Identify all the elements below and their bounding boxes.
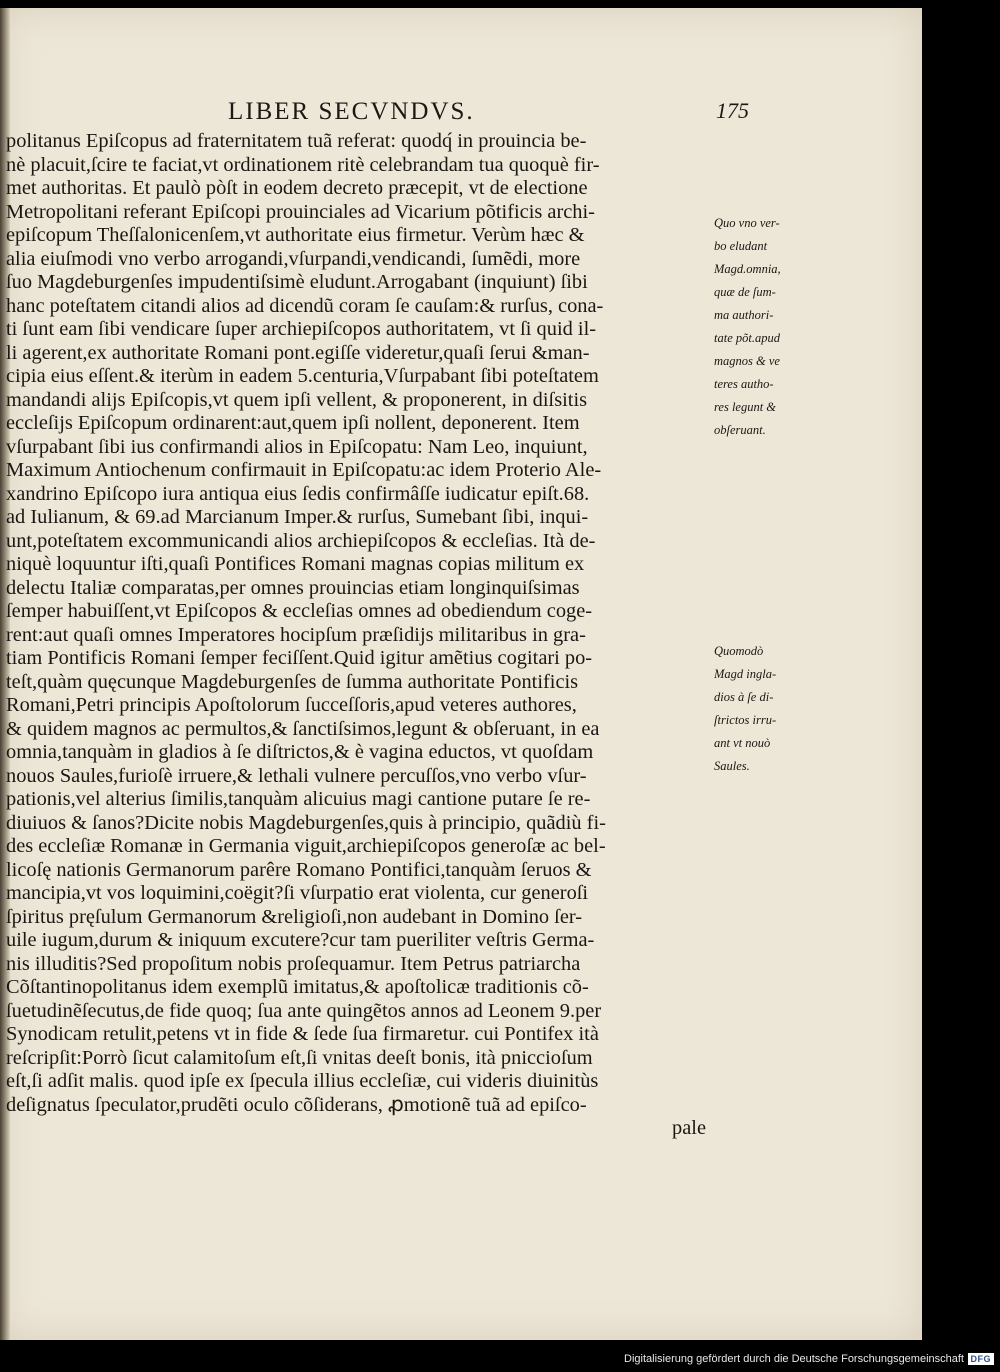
text-line: mandandi alijs Epiſcopis,vt quem ipſi vellent, & proponerent, in diſsitis [6, 388, 588, 411]
page-header [0, 92, 922, 132]
margin-note-line: quæ de ſum- [714, 285, 776, 299]
text-line: politanus Epiſcopus ad fraternitatem tuã referat: quodq́ in prouincia be- [6, 130, 587, 152]
text-line: delectu Italiæ comparatas,per omnes prouincias etiam longinquiſsimas [6, 576, 580, 599]
text-line: & quidem magnos ac permultos,& ſanctiſsimos,legunt & obſeruant, in ea [6, 717, 600, 740]
text-line: mancipia,vt vos loquimini,coëgit?ſi vſurpatio erat violenta, cur generoſi [6, 882, 589, 904]
text-line: cipia eius eſſent.& iterùm in eadem 5.centuria,Vſurpabant ſibi poteſtatem [6, 365, 599, 387]
margin-note-line: dios à ſe di- [714, 690, 774, 704]
margin-note-line: Saules. [714, 759, 750, 773]
text-line: nis illuditis?Sed propoſitum nobis proſequamur. Item Petrus patriarcha [6, 952, 581, 975]
text-line: ſemper habuiſſent,vt Epiſcopos & eccleſias omnes ad obediendum coge- [6, 600, 593, 622]
text-line: teſt,quàm quęcunque Magdeburgenſes de ſumma authoritate Pontificis [6, 670, 579, 693]
margin-note-line: Magd.omnia, [714, 262, 781, 276]
text-line: Maximum Antiochenum confirmauit in Epiſcopatu:ac idem Proterio Ale- [6, 459, 602, 481]
text-line: xandrino Epiſcopo iura antiqua eius ſedis confirmâſſe iudicatur epiſt.68. [6, 482, 590, 505]
text-line: tiam Pontificis Romani ſemper feciſſent.Quid igitur amẽtius cogitari po- [6, 647, 593, 669]
text-line: rent:aut quaſi omnes Imperatores hocipſum præſidijs militaribus in gra- [6, 623, 586, 646]
margin-note-line: res legunt & [714, 400, 777, 414]
footer-bar [0, 1350, 1000, 1372]
page-number: 175 [716, 98, 749, 123]
text-line: vſurpabant ſibi ius confirmandi alios in Epiſcopatu: Nam Leo, inquiunt, [6, 435, 588, 458]
margin-note-line: tate põt.apud [714, 331, 780, 345]
margin-note-line: ma authori- [714, 308, 774, 322]
text-line: li agerent,ex authoritate Romani pont.egiſſe videretur,quaſi ſerui &man- [6, 341, 590, 364]
margin-note-line: Magd ingla- [714, 667, 777, 681]
text-line: ad Iulianum, & 69.ad Marcianum Imper.& rurſus, Sumebant ſibi, inqui- [6, 506, 589, 528]
text-line: uile iugum,durum & iniquum excutere?cur tam pueriliter veſtris Germa- [6, 929, 595, 951]
text-line: ſuetudinẽſecutus,de fide quoq; ſua ante quingẽtos annos ad Leonem 9.per [6, 999, 602, 1022]
text-line: eccleſijs Epiſcopum ordinarent:aut,quem ipſi nollent, deponerent. Item [6, 412, 580, 434]
margin-note-line: bo eludant [714, 239, 768, 253]
funding-credit: Digitalisierung gefördert durch die Deutsche Forschungsgemeinschaft [624, 1353, 964, 1365]
text-line: ti ſunt eam ſibi vendicare ſuper archiepiſcopos authoritatem, vt ſi quid il- [6, 318, 597, 340]
text-line: licoſę nationis Germanorum parêre Romano Pontifici,tanquàm ſeruos & [6, 858, 592, 881]
margin-note-2 [714, 640, 826, 778]
margin-note-line: obſeruant. [714, 423, 766, 437]
text-line: niquè loquuntur iſti,quaſi Pontifices Romani magnas copias militum ex [6, 553, 585, 575]
text-line: eſt,ſi adſit malis. quod ipſe ex ſpecula illius eccleſiæ, cui videris diuinitùs [6, 1070, 599, 1092]
text-line: nè placuit,ſcire te faciat,vt ordinationem ritè celebrandam tua quoquè fir- [6, 153, 600, 176]
margin-note-line: teres autho- [714, 377, 774, 391]
margin-note-line: Quo vno ver- [714, 216, 780, 230]
text-line: nouos Saules,furioſè irruere,& lethali vulnere percuſſos,vno verbo vſur- [6, 764, 587, 787]
text-line: pationis,vel alterius ſimilis,tanquàm alicuius magi cantione putare ſe re- [6, 788, 591, 810]
margin-note-line: ant vt nouò [714, 736, 771, 750]
text-line: deſignatus ſpeculator,prudẽti oculo cõſiderans, ꝓmotionẽ tuã ad epiſco- [6, 1093, 587, 1116]
text-line: Synodicam retulit,petens vt in fide & ſede ſua firmaretur. cui Pontifex ità [6, 1023, 599, 1045]
text-line: reſcripſit:Porrò ſicut calamitoſum eſt,ſi vnitas deeſt bonis, ità pniccioſum [6, 1046, 593, 1069]
margin-note-1 [714, 212, 826, 442]
text-line: met authoritas. Et paulò pòſt in eodem decreto præcepit, vt de electione [6, 177, 588, 199]
text-line: hanc poteſtatem citandi alios ad dicendũ coram ſe cauſam:& rurſus, cona- [6, 294, 604, 317]
text-line: pale [672, 1117, 706, 1139]
text-line: des eccleſiæ Romanæ in Germania viguit,archiepiſcopos generoſæ ac bel- [6, 835, 606, 857]
text-line: Cõſtantinopolitanus idem exemplũ imitatus,& apoſtolicæ traditionis cõ- [6, 976, 589, 998]
dfg-logo-icon: DFG [968, 1353, 995, 1365]
main-text-block [6, 130, 706, 1141]
text-line: Romani,Petri principis Apoſtolorum ſucceſſoris,apud veteres authores, [6, 694, 577, 716]
margin-note-line: Quomodò [714, 644, 764, 658]
text-line: diuiuos & ſanos?Dicite nobis Magdeburgenſes,quis à principio, quãdiù fi- [6, 811, 606, 834]
text-line: epiſcopum Theſſalonicenſem,vt authoritate eius firmetur. Verùm hæc & [6, 224, 585, 246]
margin-note-line: magnos & ve [714, 354, 780, 368]
text-line: omnia,tanquàm in gladios à ſe diſtrictos,& è vagina eductos, vt quoſdam [6, 741, 594, 763]
text-line: ſuo Magdeburgenſes impudentiſsimè eludunt.Arrogabant (inquiunt) ſibi [6, 271, 588, 293]
text-line: Metropolitani referant Epiſcopi prouinciales ad Vicarium põtificis archi- [6, 200, 595, 223]
running-title: LIBER SECVNDVS. [228, 98, 475, 125]
text-line: alia eiuſmodi vno verbo arrogandi,vſurpandi,vendicandi, ſumẽdi, more [6, 247, 581, 270]
margin-note-line: ſtrictos irru- [714, 713, 777, 727]
text-line: unt,poteſtatem excommunicandi alios archiepiſcopos & eccleſias. Ità de- [6, 529, 596, 552]
text-line: ſpiritus pręſulum Germanorum &religioſi,non audebant in Domino ſer- [6, 905, 583, 928]
